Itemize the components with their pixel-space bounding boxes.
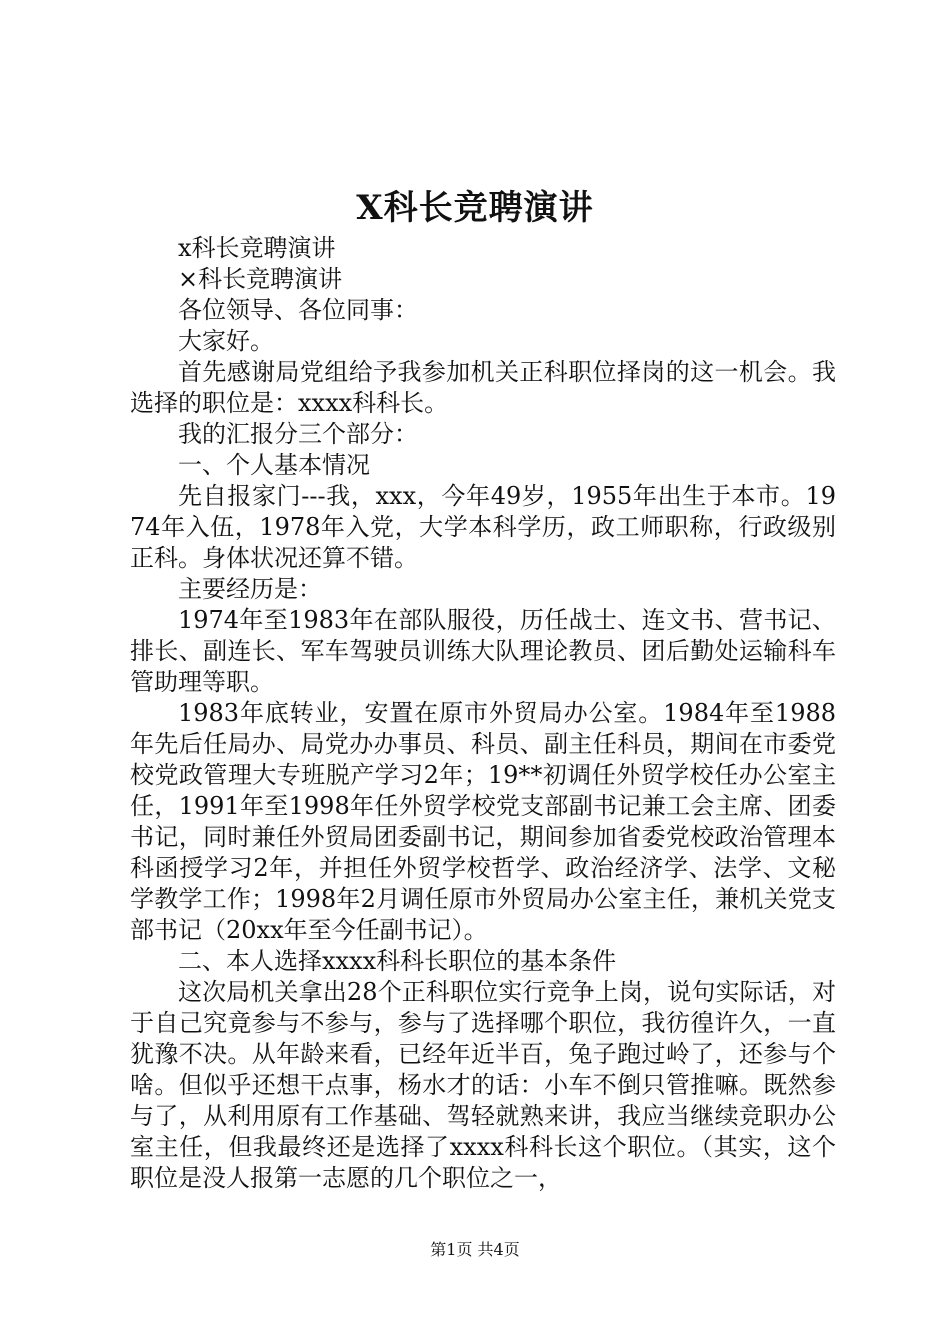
paragraph: x科长竞聘演讲: [178, 234, 336, 262]
paragraph: 大家好。: [178, 327, 274, 355]
paragraph: ×科长竞聘演讲: [178, 265, 343, 293]
page-number-footer: 第1页 共4页: [430, 1240, 520, 1259]
paragraph: 各位领导、各位同事：: [178, 296, 418, 324]
paragraph: 1974年至1983年在部队服役，历任战士、连文书、营书记、排长、副连长、军车驾驶员训练大队理论教员、团后勤处运输科车管助理等职。: [130, 606, 836, 696]
section-heading: 一、个人基本情况: [178, 451, 370, 479]
paragraph: 先自报家门---我，xxx，今年49岁，1955年出生于本市。1974年入伍，1978年入党，大学本科学历，政工师职称，行政级别正科。身体状况还算不错。: [130, 482, 836, 572]
paragraph: 这次局机关拿出28个正科职位实行竞争上岗，说句实际话，对于自己究竟参与不参与，参与了选择哪个职位，我彷徨许久，一直犹豫不决。从年龄来看，已经年近半百，兔子跑过岭了，还参与个啥。但似乎还想干点事，杨水才的话：小车不倒只管推嘛。既然参与了，从利用原有工作基础、驾轻就熟来讲，我应当继续竞职办公室主任，但我最终还是选择了xxxx科科长这个职位。（其实，这个职位是没人报第一志愿的几个职位之一，: [130, 978, 836, 1192]
section-heading: 二、本人选择xxxx科科长职位的基本条件: [178, 947, 617, 975]
paragraph: 我的汇报分三个部分：: [178, 420, 418, 448]
document-title: X科长竞聘演讲: [356, 188, 594, 228]
paragraph: 1983年底转业，安置在原市外贸局办公室。1984年至1988年先后任局办、局党办办事员、科员、副主任科员，期间在市委党校党政管理大专班脱产学习2年；19**初调任外贸学校任办公室主任，1991年至1998年任外贸学校党支部副书记兼工会主席、团委书记，同时兼任外贸局团委副书记，期间参加省委党校政治管理本科函授学习2年，并担任外贸学校哲学、政治经济学、法学、文秘学教学工作；1998年2月调任原市外贸局办公室主任，兼机关党支部书记（20xx年至今任副书记）。: [130, 699, 836, 944]
paragraph: 首先感谢局党组给予我参加机关正科职位择岗的这一机会。我选择的职位是：xxxx科科长。: [130, 358, 836, 417]
paragraph: 主要经历是：: [178, 575, 322, 603]
document-body: [130, 233, 836, 1194]
